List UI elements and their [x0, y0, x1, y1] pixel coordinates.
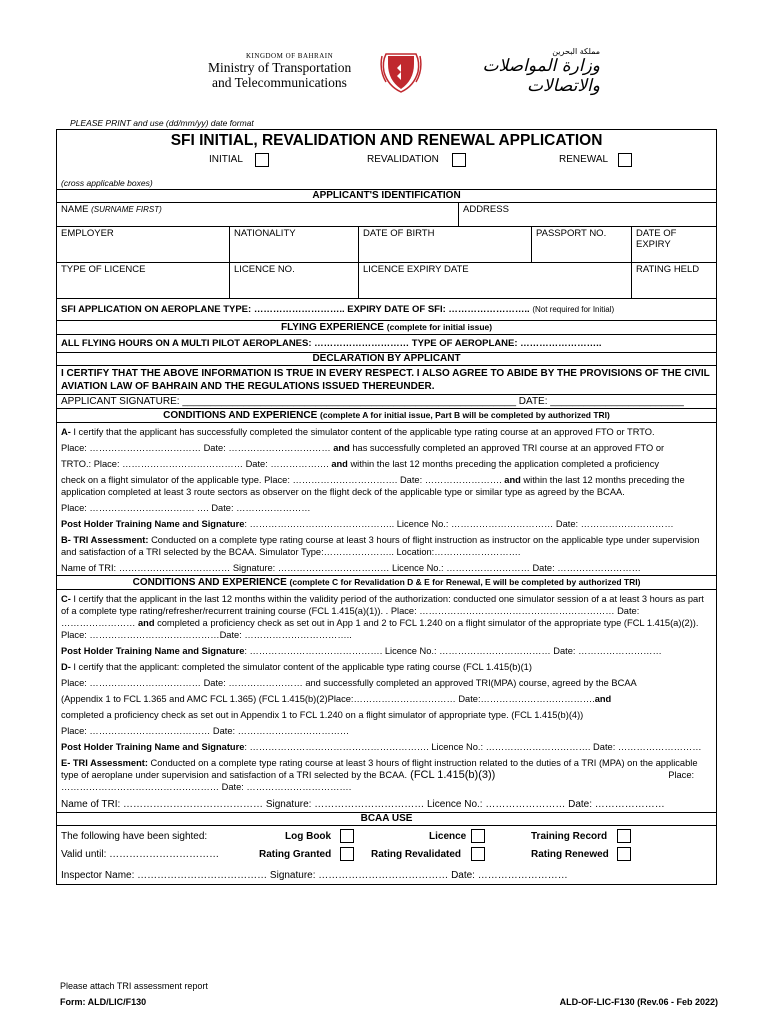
bcaa-row1: [61, 828, 712, 846]
d-text: I certify that the applicant: completed the simulator content of the applicable type rating course (FCL 1.415(b)(1): [70, 662, 532, 672]
bcaa-row2: [61, 846, 712, 864]
ministry-line2: and Telecommunications: [212, 75, 347, 90]
form-title: SFI INITIAL, REVALIDATION AND RENEWAL APPLICATION: [57, 130, 717, 152]
d-label: D-: [61, 662, 71, 672]
b-assessment[interactable]: [61, 534, 712, 558]
a-place1[interactable]: [61, 442, 712, 454]
a-check-post: within the last 12 months preceding the application completed at least 3 route sectors as observer on the flight deck of the applicable type or similar type as agreed by the BCAA.: [61, 475, 685, 497]
e-place: Place:: [668, 770, 695, 780]
revalidation-label: REVALIDATION: [367, 153, 439, 165]
flying-heading-note: (complete for initial issue): [386, 322, 493, 332]
expiry-field[interactable]: [632, 227, 717, 263]
d-appendix[interactable]: [61, 693, 712, 705]
e-ref: (FCL 1.415(b)(3)): [407, 769, 496, 781]
kingdom-text: KINGDOM OF BAHRAIN: [246, 52, 334, 60]
bcaa-use-block: [57, 826, 717, 885]
licence-expiry-field[interactable]: [359, 263, 632, 299]
nationality-label: NATIONALITY: [234, 228, 296, 239]
b-text: Conducted on a complete type rating course at least 3 hours of flight instruction as instructor on the applicable type under supervision and satisfaction of a TRI selected by the BCAA. Simulator Type:………………….. Location:……………………….: [61, 535, 700, 557]
form-code: Form: ALD/LIC/F130: [60, 997, 147, 1007]
d-post-holder-row[interactable]: [61, 741, 712, 753]
applicant-signature-row[interactable]: APPLICANT SIGNATURE: ____________________________________________________________ DATE: ________________________: [57, 395, 717, 409]
ministry-name-english: [206, 52, 374, 90]
sfi-note: (Not required for Initial): [532, 305, 615, 314]
rating-revalidated-checkbox[interactable]: [471, 847, 485, 861]
pht-label-c: Post Holder Training Name and Signature: [61, 646, 245, 656]
cond2-note: (complete C for Revalidation D & E for Renewal, E will be completed by authorized TRI): [289, 577, 641, 587]
licence-expiry-label: LICENCE EXPIRY DATE: [363, 264, 469, 275]
bcaa-licence-label: Licence: [429, 831, 467, 842]
dob-label: DATE OF BIRTH: [363, 228, 435, 239]
a-place1-post: has successfully completed an approved TRI course at an approved FTO or: [349, 443, 665, 453]
employer-field[interactable]: [57, 227, 230, 263]
d-completed: completed a proficiency check as set out in Appendix 1 to FCL 1.240 on a flight simulator of appropriate type. (FCL 1.415(b)(4)): [61, 710, 584, 720]
bcaa-valid-until[interactable]: Valid until: ……………………………: [61, 849, 220, 860]
logbook-checkbox[interactable]: [340, 829, 354, 843]
licence-checkbox[interactable]: [471, 829, 485, 843]
pht-label-d: Post Holder Training Name and Signature: [61, 742, 245, 752]
passport-field[interactable]: [532, 227, 632, 263]
renewal-checkbox[interactable]: [618, 153, 632, 167]
form-table: [56, 129, 717, 885]
print-note: PLEASE PRINT and use (dd/mm/yy) date format: [70, 118, 254, 128]
rating-held-label: RATING HELD: [636, 264, 700, 275]
c-label: C-: [61, 594, 71, 604]
a-check-and: and: [501, 475, 521, 485]
b-label: B- TRI Assessment:: [61, 535, 149, 545]
d-appendix-and: and: [594, 694, 612, 704]
declaration-heading: DECLARATION BY APPLICANT: [57, 353, 717, 366]
cross-note: (cross applicable boxes): [57, 178, 717, 190]
employer-label: EMPLOYER: [61, 228, 114, 239]
a-place2[interactable]: Place: ……………………………. …. Date: ……………………: [61, 503, 311, 513]
d-place2[interactable]: Place: ………………………………… Date: ………………………………: [61, 726, 350, 736]
expiry-label: DATE OF EXPIRY: [636, 228, 677, 250]
name-label: NAME: [61, 204, 89, 215]
training-record-checkbox[interactable]: [617, 829, 631, 843]
e-name-of-tri[interactable]: Name of TRI: …………………………………… Signature: …………………………… Licence No.: …………………… Date: …………………: [61, 799, 665, 810]
conditions-c-heading: [57, 576, 717, 590]
a-trto-pre: TRTO.: Place: ………………………………… Date: ……………….: [61, 459, 329, 469]
c-text2: completed a proficiency check as set out in App 1 and 2 to FCL 1.240 on a flight simulator of the appropriate type (FCL 1.415(a)(2)). Place: ……………………………………Date: ……………………………..: [61, 618, 699, 640]
name-hint: (SURNAME FIRST): [91, 205, 162, 214]
flying-heading: FLYING EXPERIENCE: [280, 322, 384, 333]
d-intro: [61, 661, 712, 673]
dob-field[interactable]: [359, 227, 532, 263]
bcaa-logbook-label: Log Book: [285, 831, 332, 842]
revision-code: ALD-OF-LIC-F130 (Rev.06 - Feb 2022): [559, 997, 718, 1007]
licence-no-field[interactable]: [230, 263, 359, 299]
a-check[interactable]: [61, 474, 712, 498]
a-trto-and: and: [328, 459, 348, 469]
arabic-kingdom: مملكة البحرين: [552, 47, 600, 56]
application-type-row: [57, 152, 717, 178]
initial-label: INITIAL: [209, 153, 243, 165]
revalidation-checkbox[interactable]: [452, 153, 466, 167]
section-c-d-e: [57, 590, 717, 813]
address-field[interactable]: [459, 203, 717, 227]
bcaa-sighted: The following have been sighted:: [61, 831, 208, 842]
d-place1[interactable]: Place: ……………………………… Date: …………………… and successfully completed an approved TRI(MPA) course, agreed by the BCAA: [61, 678, 637, 688]
e-label: E- TRI Assessment:: [61, 758, 148, 768]
c-text-block[interactable]: [61, 593, 712, 641]
initial-checkbox[interactable]: [255, 153, 269, 167]
sfi-application-row[interactable]: [57, 299, 717, 321]
b-name-of-tri[interactable]: Name of TRI: ……………………………… Signature: ……………………………… Licence No.: ……………………… Date: ………………………: [61, 563, 641, 573]
conditions-a-heading: [57, 409, 717, 423]
renewal-label: RENEWAL: [559, 153, 609, 165]
rating-held-field[interactable]: [632, 263, 717, 299]
letterhead: [0, 44, 770, 104]
cond2-heading: CONDITIONS AND EXPERIENCE: [132, 577, 287, 588]
bcaa-rating-granted-label: Rating Granted: [259, 849, 332, 860]
flying-experience-heading: [57, 321, 717, 335]
licence-no-label: LICENCE NO.: [234, 264, 295, 275]
attach-note: Please attach TRI assessment report: [60, 981, 208, 991]
a-trto-post: within the last 12 months preceding the application completed a proficiency: [347, 459, 659, 469]
c-text: I certify that the applicant in the last 12 months within the validity period of the authorization: conducted one simulator session of a at least 3 hours as part of a complete type rating/refresher/recurrent training course (FCL 1.415(a)(1)). . Place: ……………………………………………………… Date: ……………………: [61, 594, 704, 628]
a-check-pre: check on a flight simulator of the applicable type. Place: ……………………………. Date: …………………….: [61, 475, 502, 485]
licence-type-label: TYPE OF LICENCE: [61, 264, 146, 275]
e-date[interactable]: …………………………………………… Date: …………………………….: [61, 782, 352, 792]
footer: [60, 981, 720, 1007]
name-field[interactable]: [57, 203, 459, 227]
a-label: A-: [61, 427, 71, 437]
passport-label: PASSPORT NO.: [536, 228, 607, 239]
applicant-id-heading: APPLICANT'S IDENTIFICATION: [57, 190, 717, 203]
address-label: ADDRESS: [463, 204, 509, 215]
a-place1-and: and: [330, 443, 350, 453]
section-a-b: [57, 423, 717, 576]
c-and: and: [137, 618, 155, 628]
a-trto[interactable]: [61, 458, 712, 470]
licence-type-field[interactable]: [57, 263, 230, 299]
a-post-holder-row[interactable]: [61, 518, 712, 530]
application-form: [56, 118, 716, 885]
ministry-name-arabic: [430, 47, 600, 95]
rating-granted-checkbox[interactable]: [340, 847, 354, 861]
e-text: Conducted on a complete type rating course at least 3 hours of flight instruction related to the duties of a TRI (MPA) on the applicable type of aeroplane under supervision and satisfaction of a TRI selected by the BCAA.: [61, 758, 698, 780]
flying-hours-row[interactable]: ALL FLYING HOURS ON A MULTI PILOT AEROPLANES: ………………………… TYPE OF AEROPLANE: ……………………..: [57, 335, 717, 353]
ministry-line1: Ministry of Transportation: [208, 60, 352, 75]
nationality-field[interactable]: [230, 227, 359, 263]
sfi-line: SFI APPLICATION ON AEROPLANE TYPE: ……………………….. EXPIRY DATE OF SFI: ……………………..: [61, 304, 530, 315]
bcaa-training-record-label: Training Record: [531, 831, 608, 842]
d-pht-rest: : …………………………………………………. Licence No.: ……………………………. Date: ………………………: [244, 742, 702, 752]
e-assessment[interactable]: [61, 757, 712, 781]
inspector-row[interactable]: Inspector Name: ………………………………… Signature: ………………………………… Date: ………………………: [61, 870, 568, 881]
a-text: I certify that the applicant has successfully completed the simulator content of the applicable type rating course at an approved FTO or TRTO.: [70, 427, 655, 437]
c-pht-rest: : ……………………………………. Licence No.: ……………………………… Date: ………………………: [244, 646, 662, 656]
bcaa-rating-renewed-label: Rating Renewed: [531, 849, 609, 860]
certify-statement: I CERTIFY THAT THE ABOVE INFORMATION IS TRUE IN EVERY RESPECT. I ALSO AGREE TO ABIDE BY THE PROVISIONS OF THE CIVIL AVIATION LAW OF BAHRAIN AND THE REGULATIONS ISSUED THEREUNDER.: [57, 366, 717, 395]
arabic-ministry: وزارة المواصلات والاتصالات: [482, 56, 600, 96]
bcaa-use-heading: BCAA USE: [57, 813, 717, 826]
bahrain-emblem-icon: [378, 50, 424, 94]
c-post-holder-row[interactable]: [61, 645, 712, 657]
a-place1-pre: Place: ……………………………… Date: ……………………………: [61, 443, 331, 453]
a-pht-rest: : ……………………………………….. Licence No.: …………………………… Date: …………………………: [244, 519, 674, 529]
rating-renewed-checkbox[interactable]: [617, 847, 631, 861]
pht-label-a: Post Holder Training Name and Signature: [61, 519, 245, 529]
bcaa-rating-revalidated-label: Rating Revalidated: [371, 849, 462, 860]
cond1-note: (complete A for initial issue, Part B will be completed by authorized TRI): [320, 410, 610, 420]
d-appendix-pre: (Appendix 1 to FCL 1.365 and AMC FCL 1.365) (FCL 1.415(b)(2)Place:…………………………… Date:……………………………….: [61, 694, 595, 704]
section-a-intro: [61, 426, 712, 438]
cond1-heading: CONDITIONS AND EXPERIENCE: [163, 410, 318, 421]
